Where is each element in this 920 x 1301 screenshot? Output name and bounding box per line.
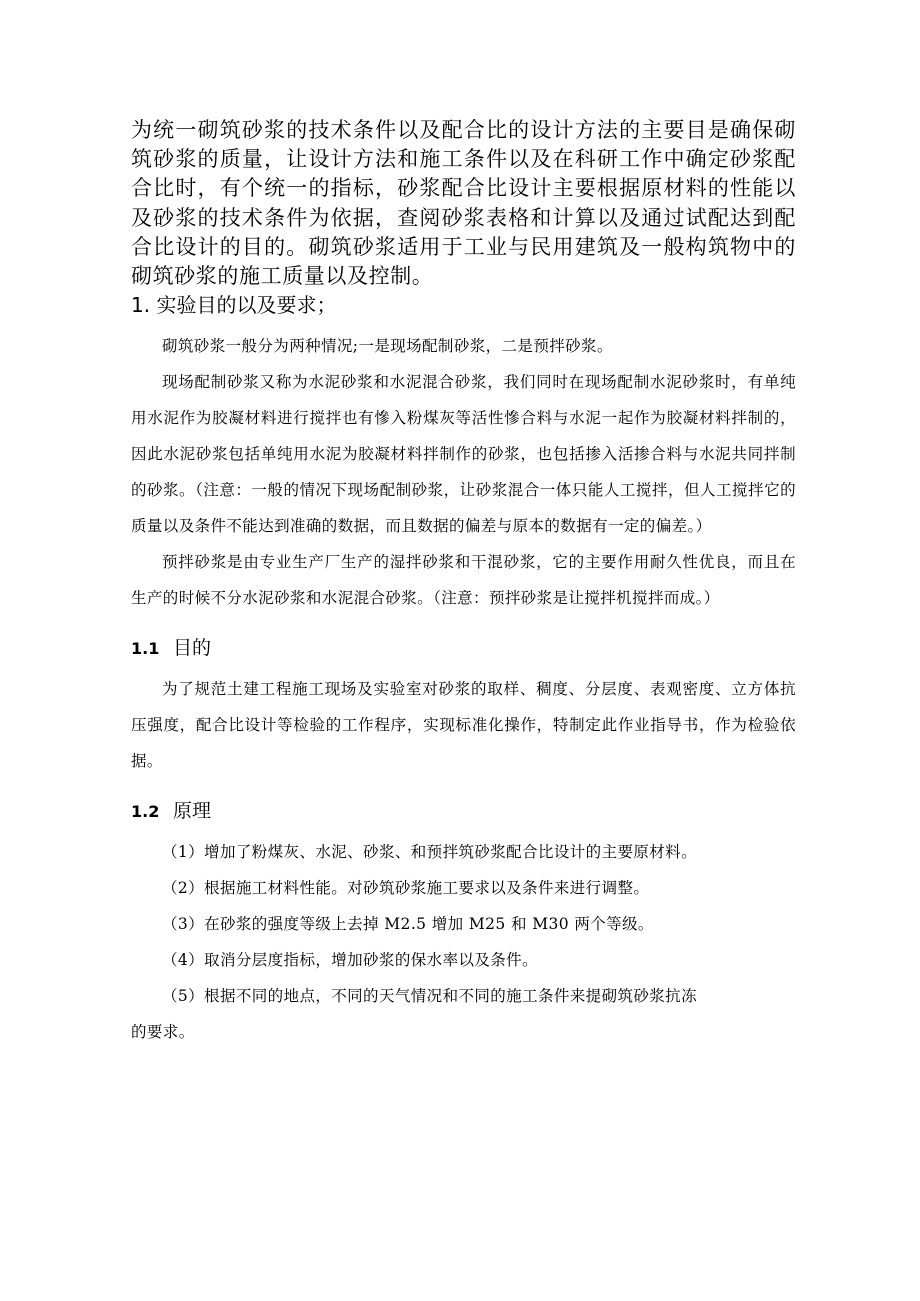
section-1-2-number: 1.2	[131, 802, 160, 822]
document-page	[131, 116, 796, 1050]
section-1-heading: 1. 实验目的以及要求；	[131, 293, 337, 318]
intro-paragraph: 为统一砌筑砂浆的技术条件以及配合比的设计方法的主要目是确保砌筑砂浆的质量，让设计方法和施工条件以及在科研工作中确定砂浆配合比时，有个统一的指标，砂浆配合比设计主要根据原材料的性能以及砂浆的技术条件为依据，查阅砂浆表格和计算以及通过试配达到配合比设计的目的。砌筑砂浆适用于工业与民用建筑及一般构筑物中的砌筑砂浆的施工质量以及控制。	[131, 118, 796, 289]
list-item: （4）取消分层度指标，增加砂浆的保水率以及条件。	[162, 951, 538, 970]
section-1-1-number: 1.1	[131, 639, 160, 659]
list-item: （3）在砂浆的强度等级上去掉 M2.5 增加 M25 和 M30 两个等级。	[162, 915, 654, 934]
section-1-paragraph-1: 砌筑砂浆一般分为两种情况;一是现场配制砂浆，二是预拌砂浆。	[162, 337, 613, 356]
list-item-continuation: 的要求。	[131, 1023, 195, 1042]
section-1-2-heading	[131, 797, 796, 826]
section-1-paragraph-2: 现场配制砂浆又称为水泥砂浆和水泥混合砂浆，我们同时在现场配制水泥砂浆时，有单纯用水泥作为胶凝材料进行搅拌也有慘入粉煤灰等活性慘合料与水泥一起作为胶凝材料拌制的，因此水泥砂浆包括单纯用水泥为胶凝材料拌制作的砂浆，也包括掺入活掺合料与水泥共同拌制的砂浆。（注意：一般的情况下现场配制砂浆，让砂浆混合一体只能人工搅拌，但人工搅拌它的质量以及条件不能达到准确的数据，而且数据的偏差与原本的数据有一定的偏差。）	[131, 373, 796, 536]
list-item: （5）根据不同的地点，不同的天气情况和不同的施工条件来提砌筑砂浆抗冻	[162, 987, 697, 1006]
section-1-2-title: 原理	[173, 800, 212, 823]
list-item: （2）根据施工材料性能。对砂筑砂浆施工要求以及条件来进行调整。	[162, 879, 650, 898]
section-1-1-heading	[131, 634, 796, 663]
section-1-paragraph-3: 预拌砂浆是由专业生产厂生产的湿拌砂浆和干混砂浆，它的主要作用耐久性优良，而且在生产的时候不分水泥砂浆和水泥混合砂浆。（注意：预拌砂浆是让搅拌机搅拌而成。）	[131, 553, 796, 608]
section-1-1-paragraph: 为了规范土建工程施工现场及实验室对砂浆的取样、稠度、分层度、表观密度、立方体抗压强度，配合比设计等检验的工作程序，实现标准化操作，特制定此作业指导书，作为检验依据。	[131, 680, 796, 771]
section-1-1-title: 目的	[173, 637, 212, 660]
list-item: （1）增加了粉煤灰、水泥、砂浆、和预拌筑砂浆配合比设计的主要原材料。	[162, 843, 697, 862]
